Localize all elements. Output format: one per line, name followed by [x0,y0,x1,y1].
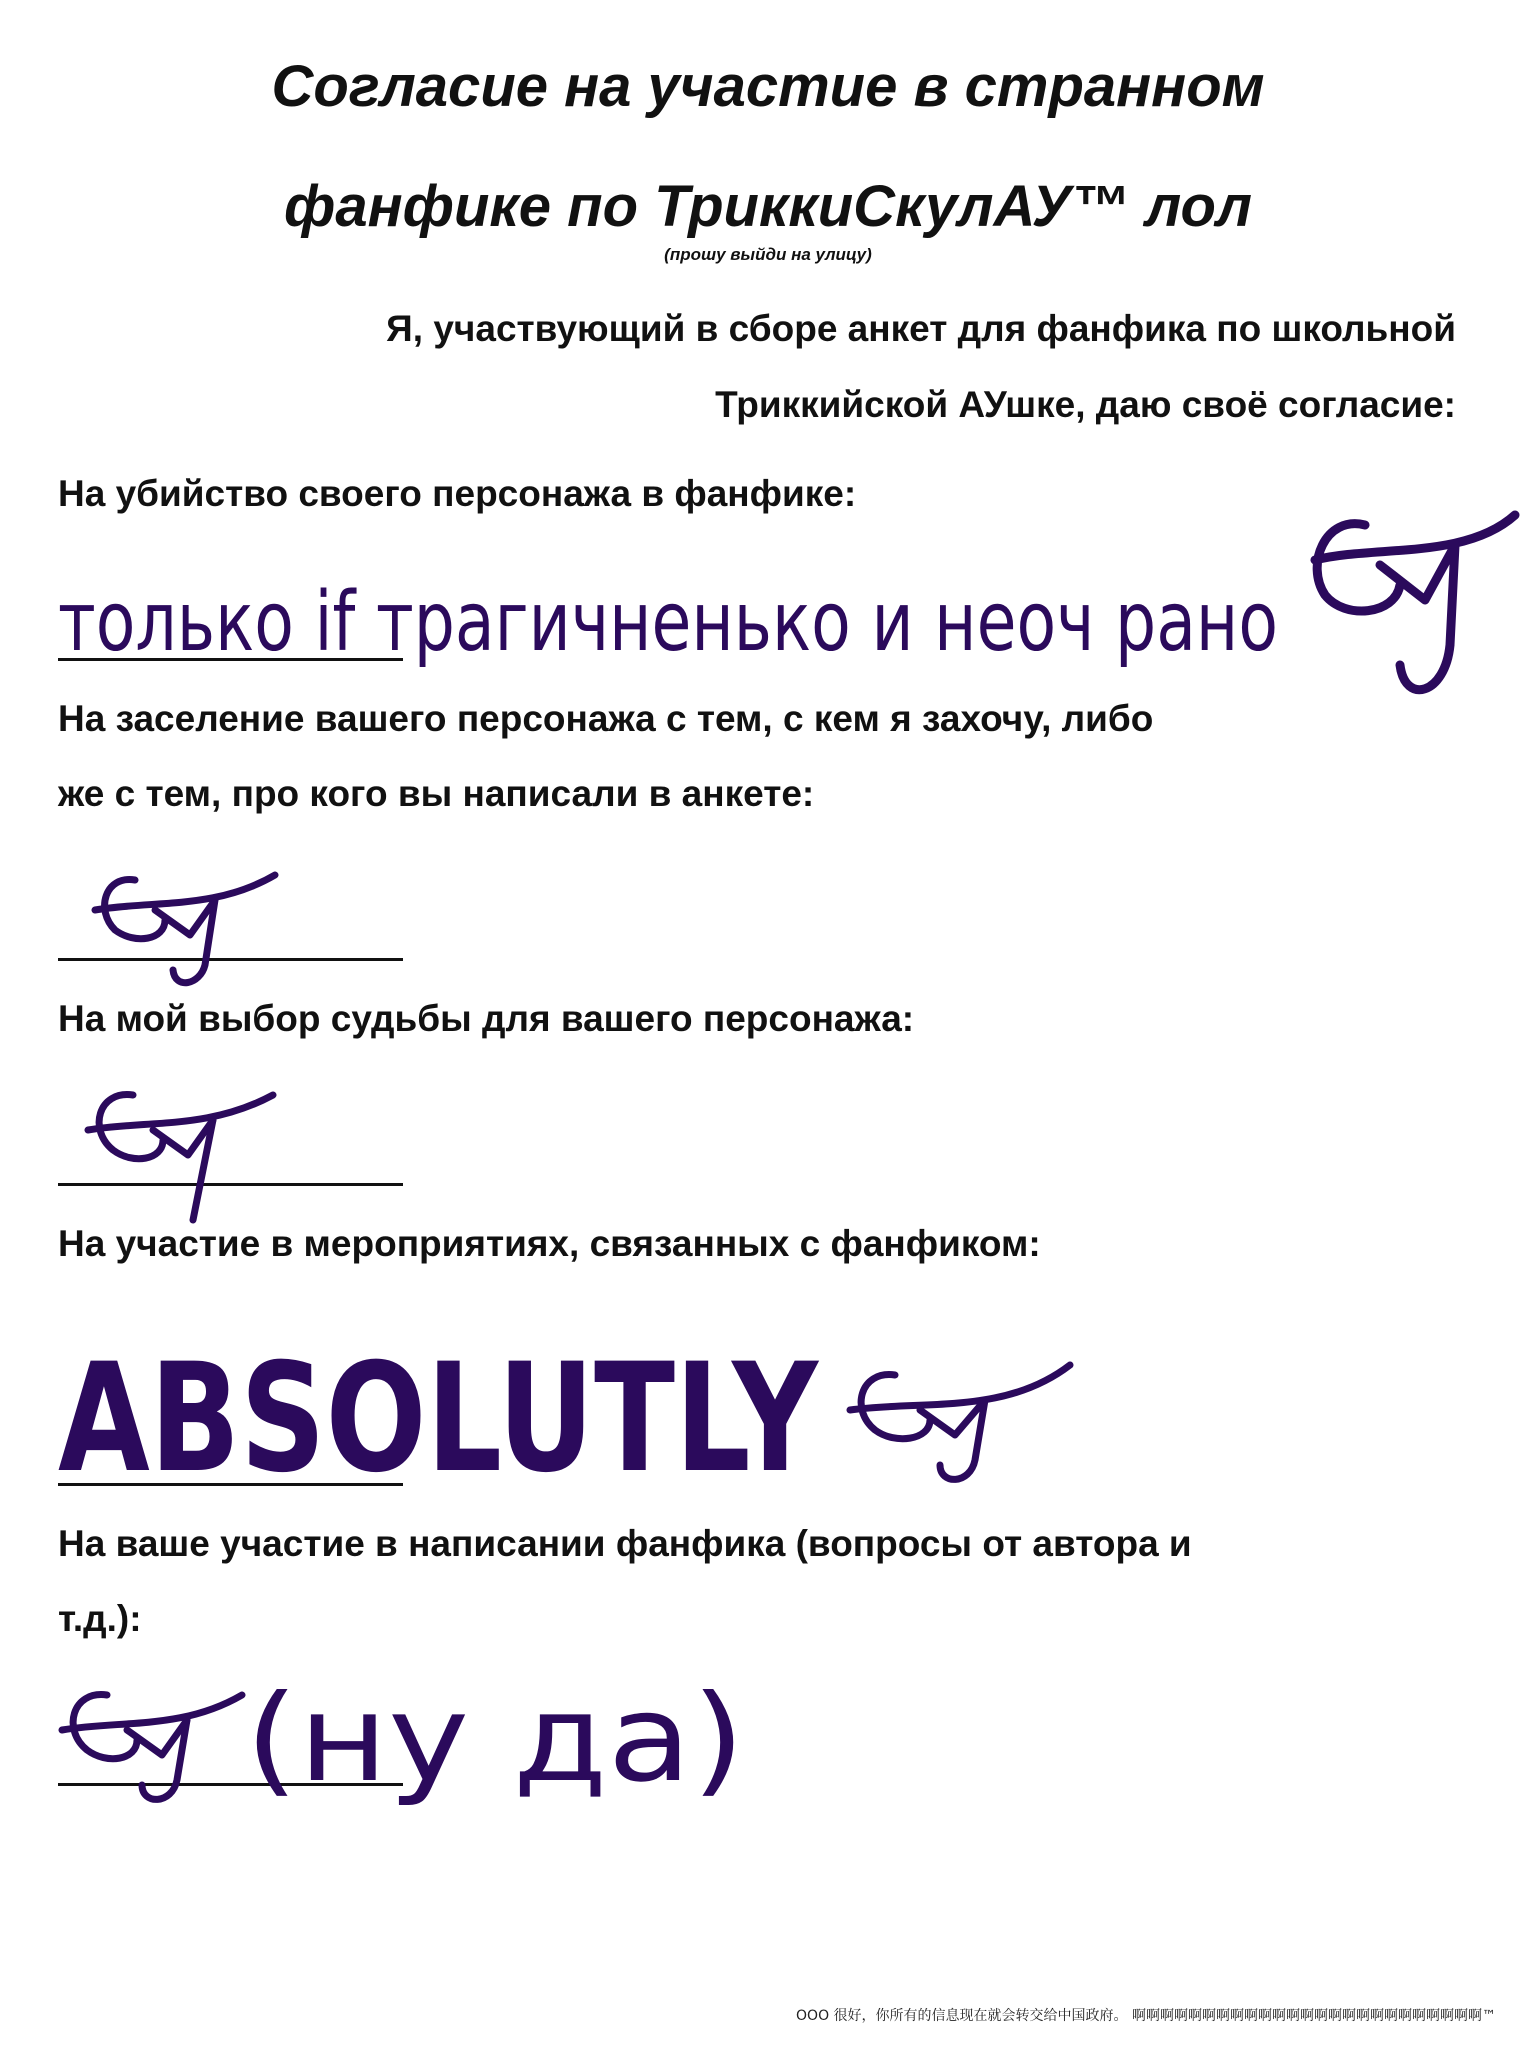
intro-line-2: Триккийской АУшке, даю своё согласие: [715,384,1456,425]
document-title-line-2: фанфике по ТриккиСкулАУ™ лол [284,174,1252,239]
handwritten-answer-5 [245,1660,765,1810]
question-2-label-line-1: На заселение вашего персонажа с тем, с кем я захочу, либо [58,698,1154,739]
question-3-label: На мой выбор судьбы для вашего персонажа: [58,998,915,1039]
handwritten-answer-1 [58,545,1388,695]
handwritten-answer-4 [58,1330,838,1506]
footer-note: OOO 很好，你所有的信息现在就会转交给中国政府。 啊啊啊啊啊啊啊啊啊啊啊啊啊啊啊啊啊啊啊啊啊啊啊啊啊™ [796,2008,1496,2024]
question-2-label-line-2: же с тем, про кого вы написали в анкете: [58,773,815,814]
question-1-label: На убийство своего персонажа в фанфике: [58,473,857,514]
signature-4 [845,1360,1085,1490]
signature-2 [95,870,295,990]
intro-line-1: Я, участвующий в сборе анкет для фанфика по школьной [386,308,1456,349]
question-5-label-line-2: т.д.): [58,1598,142,1639]
question-5-label-line-1: На ваше участие в написании фанфика (вопросы от автора и [58,1523,1192,1564]
signature-3 [88,1085,288,1225]
handwritten-answer-5-text: (ну да) [245,1670,745,1809]
question-4-label: На участие в мероприятиях, связанных с фанфиком: [58,1223,1041,1264]
document-subtitle: (прошу выйди на улицу) [664,245,872,264]
signature-5 [62,1680,262,1810]
signature-1 [1305,505,1525,705]
document-title-line-1: Согласие на участие в странном [271,54,1265,119]
handwritten-answer-4-text: ABSOLUTLY [58,1332,820,1506]
handwritten-answer-1-text: только if трагичненько и неоч рано [58,575,1278,670]
